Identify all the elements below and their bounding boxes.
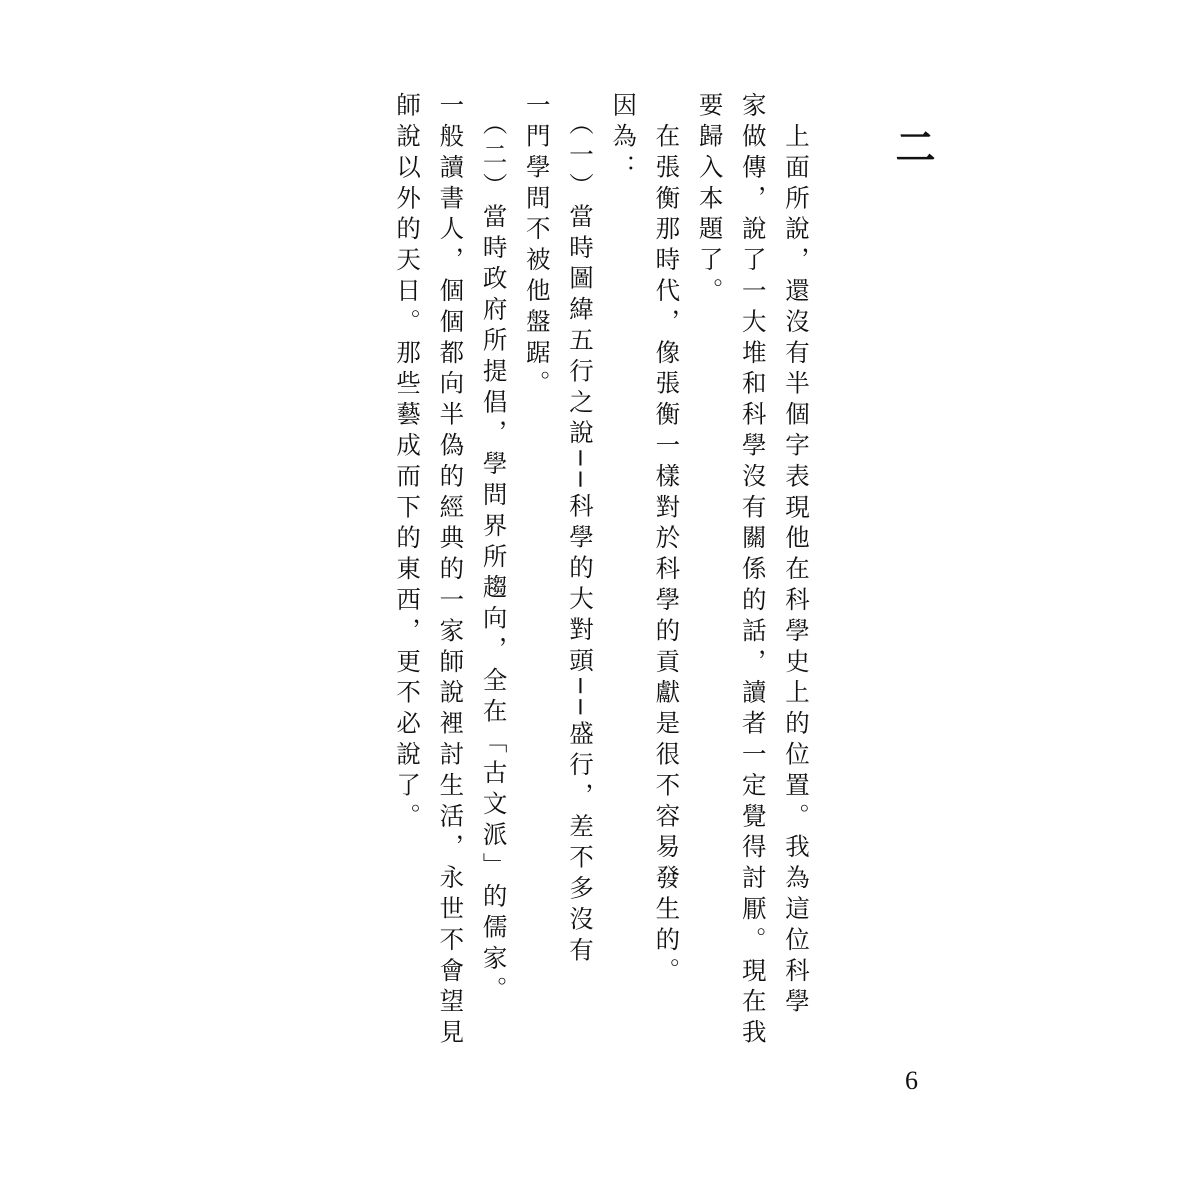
section-heading: 二 <box>889 126 936 166</box>
page-number: 6 <box>905 1066 918 1095</box>
text-line-2: 家做傳，說了一大堆和科學沒有關係的話，讀者一定覺得討厭。現在我 <box>738 92 768 1050</box>
text-line-5: 因為： <box>609 92 639 185</box>
text-line-9: 一般讀書人，個個都向半偽的經典的一家師說裡討生活，永世不會望見 <box>436 92 466 1050</box>
text-line-8: （二）當時政府所提倡，學問界所趨向，全在「古文派」的儒家。 <box>479 92 509 1007</box>
text-line-6: （一）當時圖緯五行之說──科學的大對頭──盛行，差不多沒有 <box>565 92 595 968</box>
text-line-10: 師說以外的天日。那些藝成而下的東西，更不必說了。 <box>393 92 423 834</box>
text-line-1: 上面所說，還沒有半個字表現他在科學史上的位置。我為這位科學 <box>782 92 811 1019</box>
text-line-7: 一門學問不被他盤踞。 <box>522 92 552 401</box>
text-line-3: 要歸入本題了。 <box>695 92 725 309</box>
vertical-text-body <box>386 92 818 1050</box>
text-line-4: 在張衡那時代，像張衡一樣對於科學的貢獻是很不容易發生的。 <box>652 92 682 989</box>
